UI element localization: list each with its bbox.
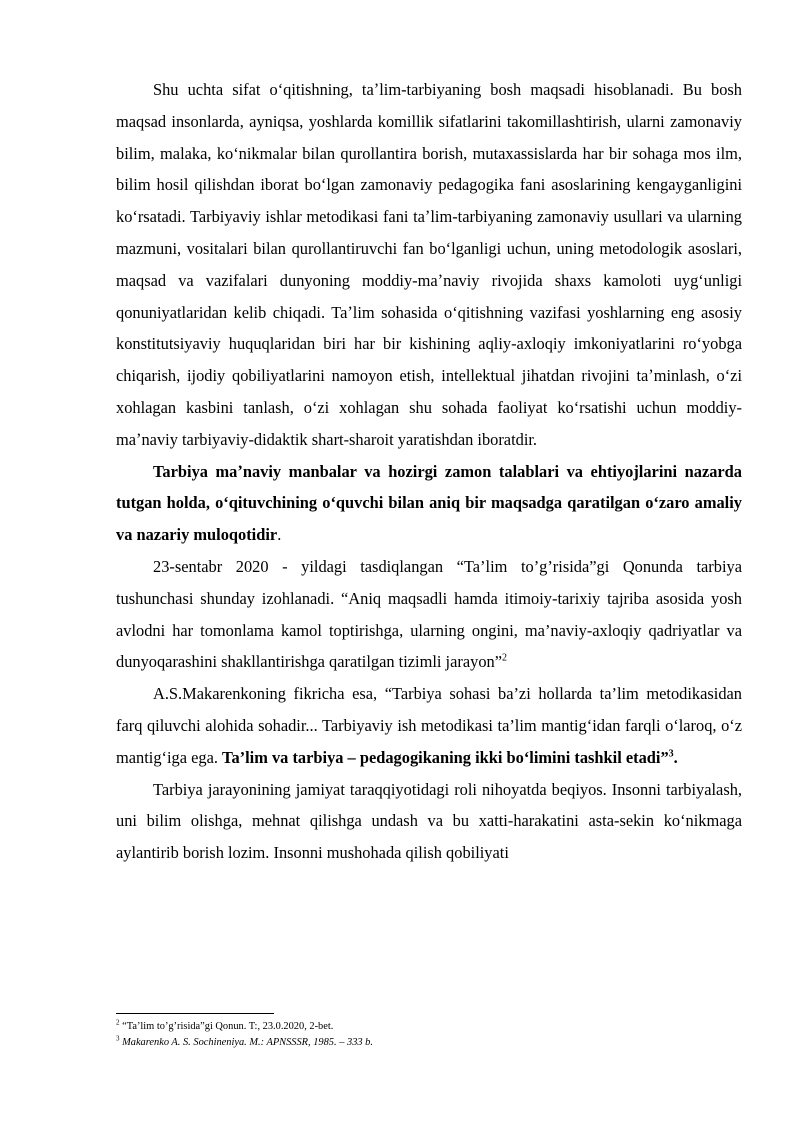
footnote-text: Makarenko A. S. Sochineniya. M.: APNSSSR, 1985. – 333 b. [119, 1037, 373, 1048]
footnotes [116, 1019, 742, 1051]
period: . [673, 747, 678, 767]
footnote-2 [116, 1019, 742, 1035]
footnote-divider [116, 1013, 274, 1014]
definition-text: Tarbiya maʼnaviy manbalar va hozirgi zamon talablari va ehtiyojlarini nazarda tutgan holda, oʻqituvchining oʻquvchi bilan aniq bir maqsadga qaratilgan oʻzaro amaliy va nazariy muloqotidir [116, 461, 742, 545]
footnote-number: 2 [116, 1018, 120, 1027]
body-text [116, 74, 742, 869]
paragraph-text: 23-sentabr 2020 - yildagi tasdiqlangan “Ta’lim to’g’risida”gi Qonunda tarbiya tushunchasi shunday izohlanadi. “Aniq maqsadli hamda itimoiy-tarixiy tajriba asosida yosh avlodni har tomonlama kamol toptirishga, ularning ongini, ma’naviy-axloqiy qadriyatlar va dunyoqarashini shakllantirishga qaratilgan tizimli jarayon” [116, 556, 742, 672]
bold-quote-text: Ta’lim va tarbiya – pedagogikaning ikki boʻlimini tashkil etadi” [222, 747, 669, 767]
paragraph-3 [116, 551, 742, 678]
paragraph-1 [116, 74, 742, 456]
footnote-number: 3 [116, 1034, 120, 1043]
paragraph-text: Shu uchta sifat oʻqitishning, taʼlim-tarbiyaning bosh maqsadi hisoblanadi. Bu bosh maqsad insonlarda, ayniqsa, yoshlarda komillik sifatlarini takomillashtirish, ularni zamonaviy bilim, malaka, koʻnikmalar bilan qurollantira borish, mutaxassislarda har bir sohaga mos ilm, bilim hosil qilishdan iborat boʻlgan zamonaviy pedagogika fani asoslarining kengayganligini koʻrsatadi. Tarbiyaviy ishlar metodikasi fani taʼlim-tarbiyaning zamonaviy usullari va ularning mazmuni, vositalari bilan qurollantiruvchi fan boʻlganligi uchun, uning metodologik asoslari, maqsad va vazifalari dunyoning moddiy-maʼnaviy rivojida shaxs kamoloti uygʻunligi qonuniyatlaridan kelib chiqadi. Taʼlim sohasida oʻqitishning vazifasi yoshlarning eng asosiy konstitutsiyaviy huquqlaridan biri har bir kishining aqliy-axloqiy imkoniyatlarini roʻyobga chiqarish, ijodiy qobiliyatlarini namoyon etish, intellektual jihatdan rivojini taʼminlash, oʻzi xohlagan kasbini tanlash, oʻzi xohlagan shu sohada faoliyat koʻrsatishi uchun moddiy-maʼnaviy tarbiyaviy-didaktik shart-sharoit yaratishdan iboratdir. [116, 80, 742, 449]
paragraph-5 [116, 774, 742, 869]
footnote-ref-3[interactable]: 3 [668, 748, 674, 760]
footnote-ref-2[interactable]: 2 [501, 652, 507, 664]
paragraph-text: A.S.Makarenkoning fikricha esa, “Tarbiya sohasi ba’zi hollarda ta’lim metodikasidan farq qiluvchi alohida sohadir... Tarbiyaviy ish metodikasi ta’lim mantigʻidan farqli oʻlaroq, oʻz mantigʻiga ega. [116, 684, 742, 767]
footnote-text: “Ta’lim to’g’risida”gi Qonun. T:, 23.0.2020, 2-bet. [119, 1021, 334, 1032]
footnote-3 [116, 1035, 742, 1051]
paragraph-2-definition [116, 456, 742, 551]
bold-quote [222, 748, 678, 767]
period: . [277, 525, 282, 545]
paragraph-text: Tarbiya jarayonining jamiyat taraqqiyotidagi roli nihoyatda beqiyos. Insonni tarbiyalash, uni bilim olishga, mehnat qilishga undash va bu xatti-harakatini asta-sekin koʻnikmaga aylantirib borish lozim. Insonni mushohada qilish qobiliyati [116, 779, 742, 863]
paragraph-4 [116, 678, 742, 773]
